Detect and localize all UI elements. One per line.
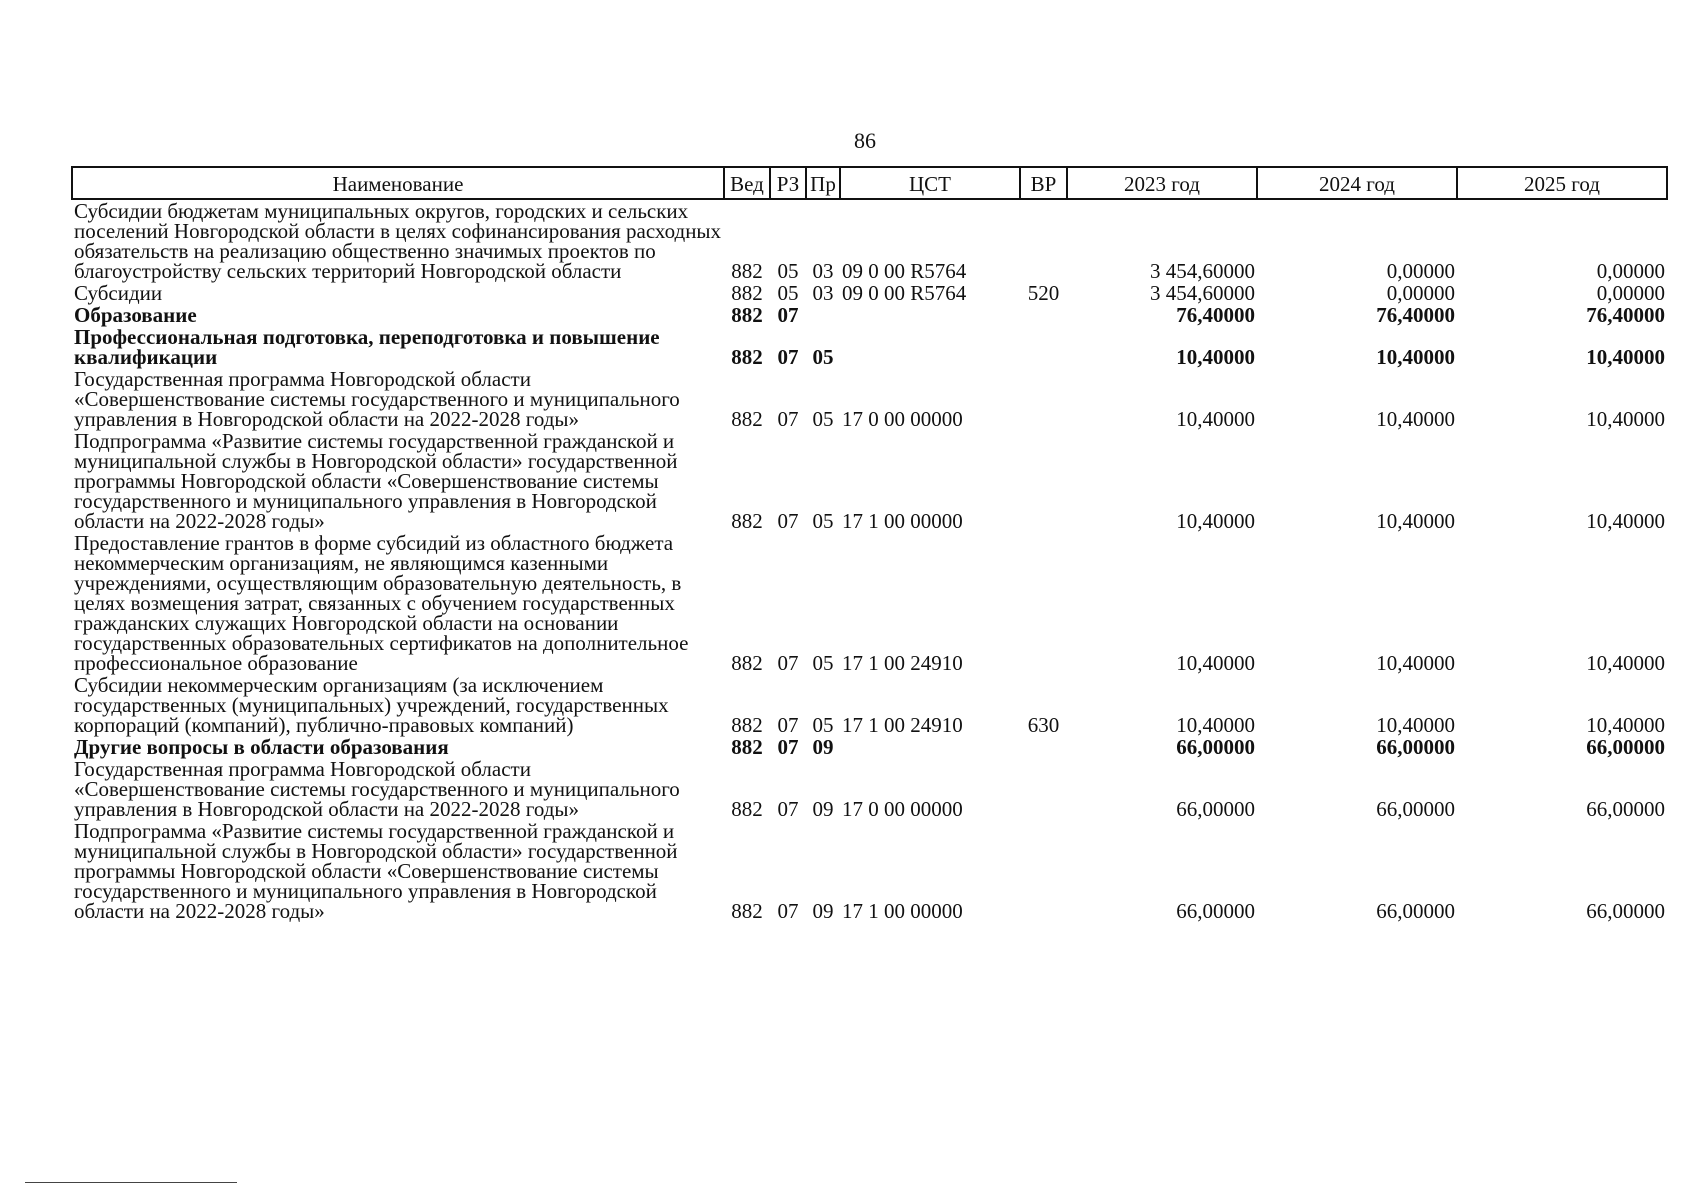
cell-ved: 882 bbox=[731, 651, 763, 675]
page-number: 86 bbox=[854, 128, 876, 153]
cell-vr: 520 bbox=[1027, 281, 1060, 305]
cell-pr bbox=[806, 304, 840, 326]
cell-2025: 10,40000 bbox=[1586, 651, 1665, 675]
cell-vr bbox=[1020, 368, 1067, 430]
cell-pr: 05 bbox=[812, 407, 834, 431]
cell-2023: 10,40000 bbox=[1176, 713, 1255, 737]
cell-ved: 882 bbox=[731, 797, 763, 821]
header-name: Наименование bbox=[72, 167, 724, 199]
cell-ved: 882 bbox=[731, 345, 763, 369]
cell-2025: 66,00000 bbox=[1586, 797, 1665, 821]
footer-divider bbox=[25, 1182, 237, 1183]
cell-vr bbox=[1020, 736, 1067, 758]
header-rz: РЗ bbox=[770, 167, 806, 199]
cell-name: Предоставление грантов в форме субсидий из областного бюджета некоммерческим организациям, не являющимся казенными учреждениями, осуществляющим образовательную деятельность, в целях возмещения затрат, связанных с обучением государственных гражданских служащих Новгородской области на основании государственных образовательных сертификатов на дополнительное профессиональное образование bbox=[74, 531, 689, 675]
table-row bbox=[72, 736, 1667, 758]
cell-2023: 10,40000 bbox=[1176, 407, 1255, 431]
header-2023: 2023 год bbox=[1067, 167, 1257, 199]
cell-cst: 17 1 00 00000 bbox=[842, 509, 963, 533]
table-row bbox=[72, 326, 1667, 368]
cell-pr: 09 bbox=[812, 735, 834, 759]
cell-rz: 05 bbox=[777, 259, 799, 283]
cell-ved: 882 bbox=[731, 303, 763, 327]
cell-ved: 882 bbox=[731, 509, 763, 533]
budget-table bbox=[71, 166, 1668, 922]
cell-2024: 10,40000 bbox=[1376, 345, 1455, 369]
cell-vr bbox=[1020, 430, 1067, 532]
cell-2024: 0,00000 bbox=[1386, 259, 1455, 283]
header-row bbox=[72, 167, 1667, 199]
cell-2023: 3 454,60000 bbox=[1150, 259, 1255, 283]
cell-2024: 10,40000 bbox=[1376, 509, 1455, 533]
cell-rz: 07 bbox=[777, 407, 799, 431]
cell-2025: 10,40000 bbox=[1586, 345, 1665, 369]
cell-2025: 10,40000 bbox=[1586, 509, 1665, 533]
cell-pr: 03 bbox=[812, 281, 834, 305]
cell-name: Другие вопросы в области образования bbox=[74, 735, 449, 759]
cell-2023: 66,00000 bbox=[1176, 797, 1255, 821]
cell-pr: 05 bbox=[812, 651, 834, 675]
cell-cst: 09 0 00 R5764 bbox=[842, 259, 967, 283]
cell-ved: 882 bbox=[731, 735, 763, 759]
cell-rz: 07 bbox=[777, 797, 799, 821]
header-cst: ЦСТ bbox=[840, 167, 1020, 199]
cell-2025: 10,40000 bbox=[1586, 713, 1665, 737]
cell-ved: 882 bbox=[731, 259, 763, 283]
cell-2024: 66,00000 bbox=[1376, 735, 1455, 759]
cell-rz: 07 bbox=[777, 899, 799, 923]
header-2024: 2024 год bbox=[1257, 167, 1457, 199]
cell-pr: 05 bbox=[812, 345, 834, 369]
cell-vr bbox=[1020, 758, 1067, 820]
cell-2025: 76,40000 bbox=[1586, 303, 1665, 327]
cell-2024: 10,40000 bbox=[1376, 651, 1455, 675]
cell-name: Профессиональная подготовка, переподготовка и повышение квалификации bbox=[74, 325, 660, 369]
cell-2023: 10,40000 bbox=[1176, 651, 1255, 675]
cell-name: Подпрограмма «Развитие системы государственной гражданской и муниципальной службы в Новгородской области» государственной программы Новгородской области «Совершенствование системы государственного и муниципального управления в Новгородской области на 2022-2028 годы» bbox=[74, 819, 678, 923]
cell-name: Субсидии некоммерческим организациям (за исключением государственных (муниципальных) учреждений, государственных корпораций (компаний), публично-правовых компаний) bbox=[74, 673, 669, 737]
header-pr: Пр bbox=[806, 167, 840, 199]
cell-pr: 05 bbox=[812, 713, 834, 737]
table-row bbox=[72, 199, 1667, 282]
cell-cst bbox=[840, 304, 1020, 326]
cell-ved: 882 bbox=[731, 281, 763, 305]
cell-2024: 76,40000 bbox=[1376, 303, 1455, 327]
cell-ved: 882 bbox=[731, 407, 763, 431]
cell-2023: 3 454,60000 bbox=[1150, 281, 1255, 305]
cell-pr: 05 bbox=[812, 509, 834, 533]
table-row bbox=[72, 430, 1667, 532]
cell-rz: 05 bbox=[777, 281, 799, 305]
cell-ved: 882 bbox=[731, 899, 763, 923]
cell-rz: 07 bbox=[777, 651, 799, 675]
table-row bbox=[72, 758, 1667, 820]
cell-2023: 76,40000 bbox=[1176, 303, 1255, 327]
cell-2023: 10,40000 bbox=[1176, 509, 1255, 533]
cell-2024: 10,40000 bbox=[1376, 713, 1455, 737]
cell-name: Образование bbox=[74, 303, 197, 327]
cell-cst bbox=[840, 736, 1020, 758]
cell-2024: 66,00000 bbox=[1376, 797, 1455, 821]
cell-rz: 07 bbox=[777, 735, 799, 759]
cell-cst: 17 1 00 00000 bbox=[842, 899, 963, 923]
table-row bbox=[72, 532, 1667, 674]
cell-rz: 07 bbox=[777, 303, 799, 327]
cell-name: Государственная программа Новгородской области «Совершенствование системы государственного и муниципального управления в Новгородской области на 2022-2028 годы» bbox=[74, 757, 680, 821]
cell-2025: 66,00000 bbox=[1586, 735, 1665, 759]
table-row bbox=[72, 304, 1667, 326]
cell-2023: 66,00000 bbox=[1176, 735, 1255, 759]
cell-vr bbox=[1020, 820, 1067, 922]
cell-2023: 66,00000 bbox=[1176, 899, 1255, 923]
cell-cst bbox=[840, 326, 1020, 368]
cell-name: Подпрограмма «Развитие системы государственной гражданской и муниципальной службы в Новгородской области» государственной программы Новгородской области «Совершенствование системы государственного и муниципального управления в Новгородской области на 2022-2028 годы» bbox=[74, 429, 678, 533]
header-vr: ВР bbox=[1020, 167, 1067, 199]
cell-vr: 630 bbox=[1027, 713, 1060, 737]
cell-pr: 09 bbox=[812, 797, 834, 821]
cell-2024: 66,00000 bbox=[1376, 899, 1455, 923]
table-row bbox=[72, 368, 1667, 430]
table-row bbox=[72, 820, 1667, 922]
cell-2024: 0,00000 bbox=[1386, 281, 1455, 305]
cell-vr bbox=[1020, 532, 1067, 674]
header-ved: Вед bbox=[724, 167, 770, 199]
cell-cst: 17 1 00 24910 bbox=[842, 713, 963, 737]
cell-2023: 10,40000 bbox=[1176, 345, 1255, 369]
cell-vr bbox=[1020, 304, 1067, 326]
table-row bbox=[72, 282, 1667, 304]
cell-pr: 09 bbox=[812, 899, 834, 923]
cell-2025: 0,00000 bbox=[1596, 259, 1665, 283]
cell-name: Субсидии бюджетам муниципальных округов, городских и сельских поселений Новгородской области в целях софинансирования расходных обязательств на реализацию общественно значимых проектов по благоустройству сельских территорий Новгородской области bbox=[74, 199, 722, 283]
cell-2025: 66,00000 bbox=[1586, 899, 1665, 923]
cell-vr bbox=[1020, 326, 1067, 368]
cell-2025: 0,00000 bbox=[1596, 281, 1665, 305]
cell-name: Государственная программа Новгородской области «Совершенствование системы государственного и муниципального управления в Новгородской области на 2022-2028 годы» bbox=[74, 367, 680, 431]
cell-2024: 10,40000 bbox=[1376, 407, 1455, 431]
cell-cst: 17 0 00 00000 bbox=[842, 797, 963, 821]
cell-cst: 09 0 00 R5764 bbox=[842, 281, 967, 305]
table-header bbox=[72, 167, 1667, 199]
cell-pr: 03 bbox=[812, 259, 834, 283]
cell-ved: 882 bbox=[731, 713, 763, 737]
cell-cst: 17 1 00 24910 bbox=[842, 651, 963, 675]
cell-rz: 07 bbox=[777, 345, 799, 369]
table-row bbox=[72, 674, 1667, 736]
table-body bbox=[72, 199, 1667, 922]
cell-2025: 10,40000 bbox=[1586, 407, 1665, 431]
cell-vr bbox=[1020, 199, 1067, 282]
cell-rz: 07 bbox=[777, 509, 799, 533]
header-2025: 2025 год bbox=[1457, 167, 1667, 199]
cell-cst: 17 0 00 00000 bbox=[842, 407, 963, 431]
cell-name: Субсидии bbox=[74, 281, 163, 305]
cell-rz: 07 bbox=[777, 713, 799, 737]
